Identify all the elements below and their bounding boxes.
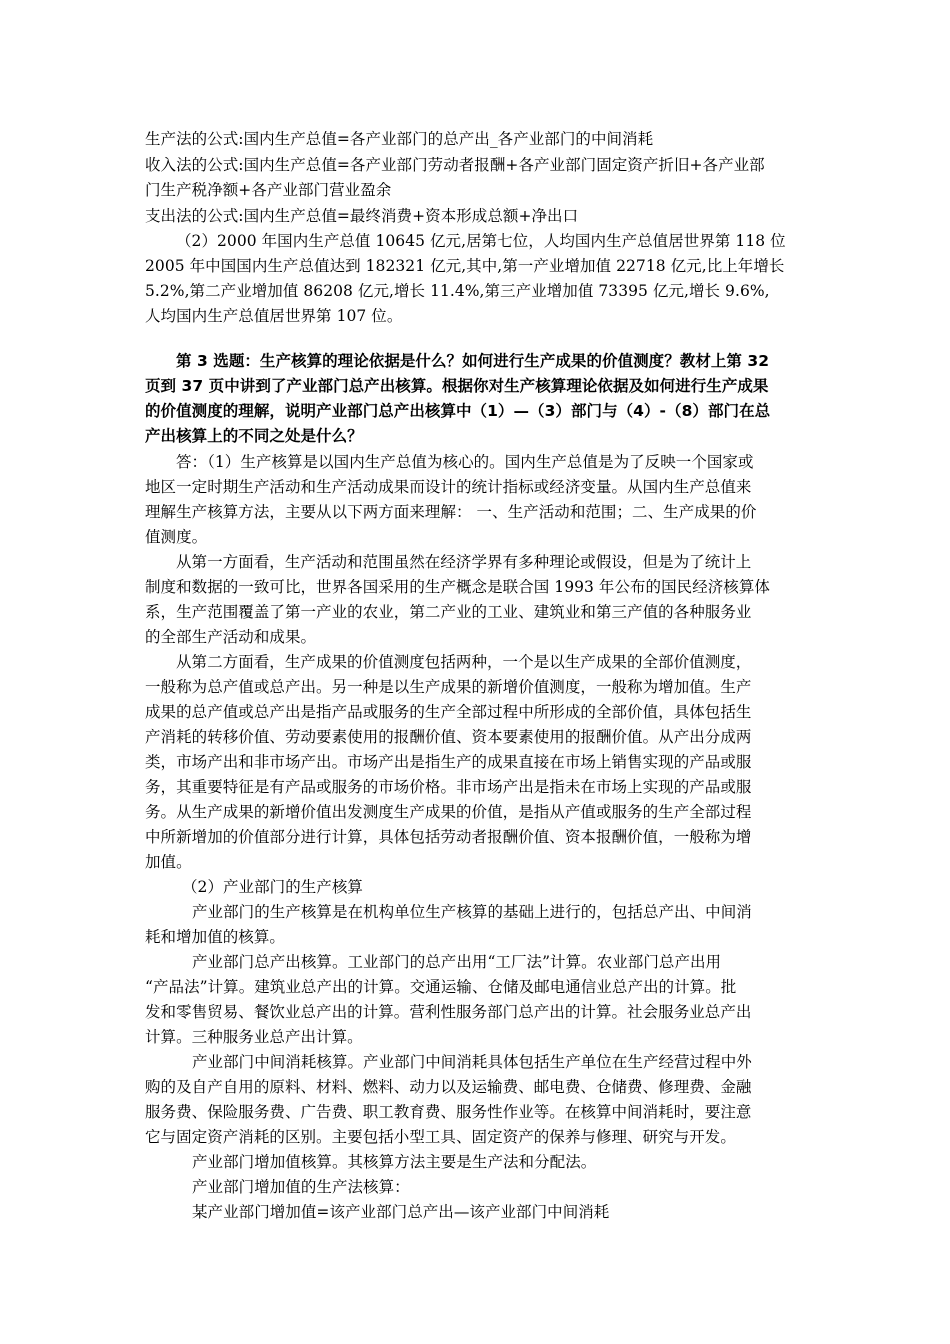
- value-added-formula: 某产业部门增加值=该产业部门总产出—该产业部门中间消耗: [192, 1203, 610, 1221]
- second-aspect-line-7: 务。从生产成果的新增价值出发测度生产成果的价值，是指从产值或服务的生产全部过程: [145, 803, 752, 821]
- second-aspect-line-9: 加值。: [145, 853, 192, 871]
- value-added-paragraph: 产业部门增加值核算。其核算方法主要是生产法和分配法。: [192, 1153, 597, 1171]
- total-output-line-4: 计算。三种服务业总产出计算。: [145, 1028, 363, 1046]
- total-output-paragraph: 产业部门总产出核算。工业部门的总产出用“工厂法”计算。农业部门总产出用: [192, 953, 722, 971]
- intermediate-consumption-line-3: 服务费、保险服务费、广告费、职工教育费、服务性作业等。在核算中间消耗时，要注意: [145, 1103, 752, 1121]
- answer-paragraph-1-line-2: 地区一定时期生产活动和生产活动成果而设计的统计指标或经济变量。从国内生产总值来: [145, 478, 752, 496]
- gdp-2005-text: 2005 年中国国内生产总值达到 182321 亿元,其中,第一产业增加值 22718 亿元,比上年增长: [145, 257, 785, 275]
- second-aspect-paragraph: 从第二方面看，生产成果的价值测度包括两种，一个是以生产成果的全部价值测度，: [176, 653, 752, 671]
- second-aspect-line-8: 中所新增加的价值部分进行计算，具体包括劳动者报酬价值、资本报酬价值，一般称为增: [145, 828, 752, 846]
- first-aspect-line-4: 的全部生产活动和成果。: [145, 628, 317, 646]
- intermediate-consumption-line-4: 它与固定资产消耗的区别。主要包括小型工具、固定资产的保养与修理、研究与开发。: [145, 1128, 736, 1146]
- intermediate-consumption-line-2: 购的及自产自用的原料、材料、燃料、动力以及运输费、邮电费、仓储费、修理费、金融: [145, 1078, 752, 1096]
- answer-paragraph-1-line-3: 理解生产核算方法，主要从以下两方面来理解： 一、生产活动和范围；二、生产成果的价: [145, 503, 757, 521]
- first-aspect-line-2: 制度和数据的一致可比，世界各国采用的生产概念是联合国 1993 年公布的国民经济核算体: [145, 578, 770, 596]
- answer-paragraph-1-line-4: 值测度。: [145, 528, 208, 546]
- total-output-line-2: “产品法”计算。建筑业总产出的计算。交通运输、仓储及邮电通信业总产出的计算。批: [145, 978, 737, 996]
- income-method-formula-cont: 门生产税净额+各产业部门营业盈余: [145, 181, 392, 199]
- second-aspect-line-2: 一般称为总产值或总产出。另一种是以生产成果的新增价值测度，一般称为增加值。生产: [145, 678, 752, 696]
- income-method-formula: 收入法的公式:国内生产总值=各产业部门劳动者报酬+各产业部门固定资产折旧+各产业部: [145, 156, 765, 174]
- intermediate-consumption-paragraph: 产业部门中间消耗核算。产业部门中间消耗具体包括生产单位在生产经营过程中外: [192, 1053, 752, 1071]
- second-aspect-line-6: 务，其重要特征是有产品或服务的市场价格。非市场产出是指未在市场上实现的产品或服: [145, 778, 752, 796]
- first-aspect-paragraph: 从第一方面看，生产活动和范围虽然在经济学界有多种理论或假设，但是为了统计上: [176, 553, 752, 571]
- industry-accounting-line-2: 耗和增加值的核算。: [145, 928, 285, 946]
- gdp-per-capita-text: 人均国内生产总值居世界第 107 位。: [145, 307, 403, 325]
- second-aspect-line-4: 产消耗的转移价值、劳动要素使用的报酬价值、资本要素使用的报酬价值。从产出分成两: [145, 728, 752, 746]
- first-aspect-line-3: 系，生产范围覆盖了第一产业的农业，第二产业的工业、建筑业和第三产值的各种服务业: [145, 603, 752, 621]
- gdp-growth-text: 5.2%,第二产业增加值 86208 亿元,增长 11.4%,第三产业增加值 73395 亿元,增长 9.6%,: [145, 282, 770, 300]
- industry-accounting-paragraph: 产业部门的生产核算是在机构单位生产核算的基础上进行的，包括总产出、中间消: [192, 903, 752, 921]
- question-3-line-3: 的价值测度的理解，说明产业部门总产出核算中（1）—（3）部门与（4）-（8）部门在总: [145, 402, 771, 420]
- expenditure-method-formula: 支出法的公式:国内生产总值=最终消费+资本形成总额+净出口: [145, 207, 579, 225]
- value-added-production-method: 产业部门增加值的生产法核算：: [192, 1178, 410, 1196]
- production-method-formula: 生产法的公式:国内生产总值=各产业部门的总产出_各产业部门的中间消耗: [145, 130, 654, 148]
- second-aspect-line-3: 成果的总产值或总产出是指产品或服务的生产全部过程中所形成的全部价值，具体包括生: [145, 703, 752, 721]
- second-aspect-line-5: 类，市场产出和非市场产出。市场产出是指生产的成果直接在市场上销售实现的产品或服: [145, 753, 752, 771]
- total-output-line-3: 发和零售贸易、餐饮业总产出的计算。营利性服务部门总产出的计算。社会服务业总产出: [145, 1003, 752, 1021]
- question-3-line-4: 产出核算上的不同之处是什么？: [145, 427, 363, 445]
- gdp-2000-text: （2）2000 年国内生产总值 10645 亿元,居第七位，人均国内生产总值居世界第 118 位: [176, 232, 786, 250]
- question-3-line-2: 页到 37 页中讲到了产业部门总产出核算。根据你对生产核算理论依据及如何进行生产成果: [145, 377, 769, 395]
- question-3-heading: 第 3 选题：生产核算的理论依据是什么？如何进行生产成果的价值测度？教材上第 32: [176, 352, 770, 370]
- answer-paragraph-1: 答：（1）生产核算是以国内生产总值为核心的。国内生产总值是为了反映一个国家或: [176, 453, 754, 471]
- section-2-heading: （2）产业部门的生产核算: [182, 878, 363, 896]
